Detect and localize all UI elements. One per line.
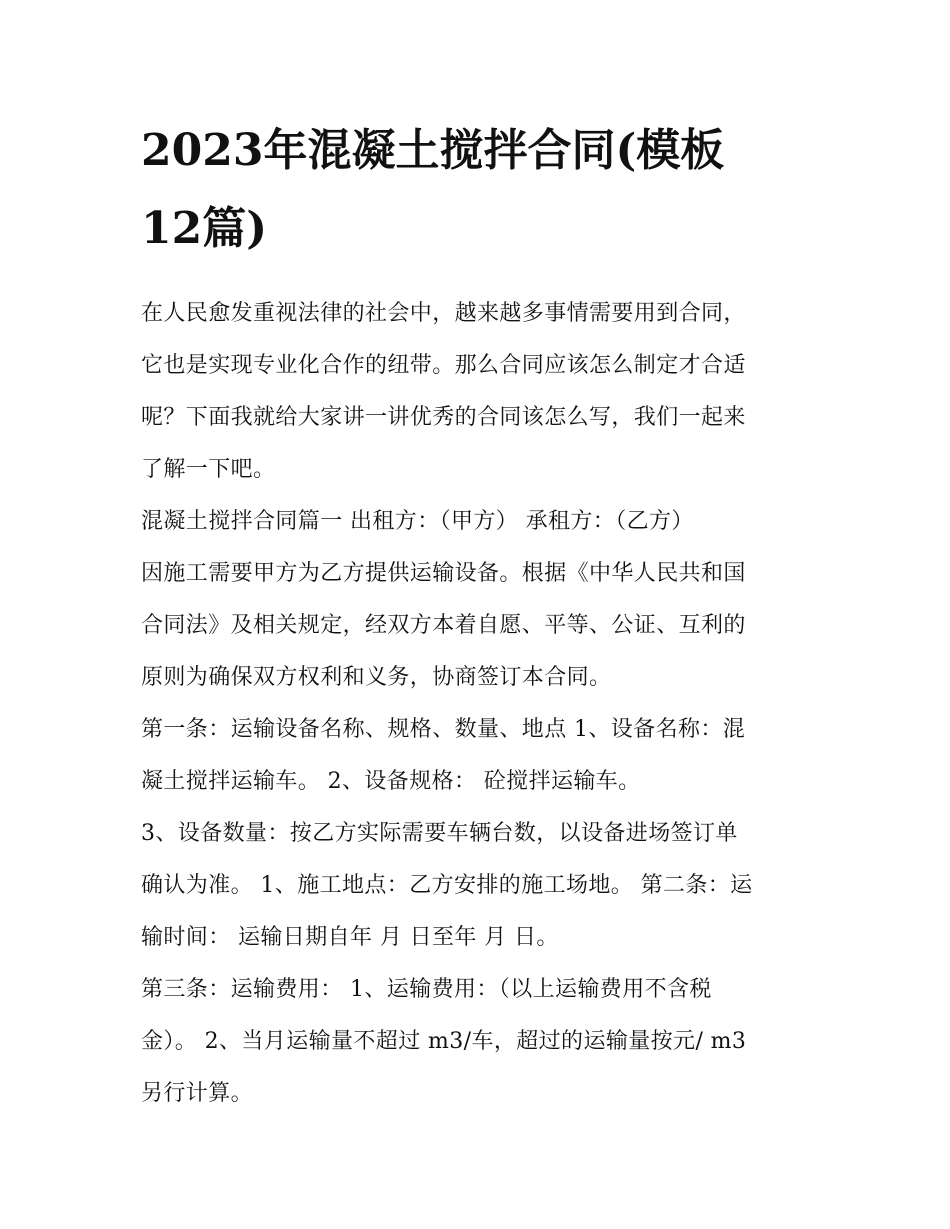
text-line: 第三条：运输费用： 1、运输费用：（以上运输费用不含税 (141, 977, 712, 1002)
text-line: 它也是实现专业化合作的纽带。那么合同应该怎么制定才合适 (141, 353, 746, 378)
document-title (141, 112, 816, 268)
quantity-paragraph (141, 808, 816, 964)
text-line: 确认为准。 1、施工地点：乙方安排的施工场地。 第二条：运 (141, 873, 753, 898)
title-line: 2023年混凝土搅拌合同(模板 (141, 125, 725, 176)
text-line: 在人民愈发重视法律的社会中，越来越多事情需要用到合同， (141, 301, 746, 326)
text-line: 原则为确保双方权利和义务，协商签订本合同。 (141, 665, 612, 690)
article-three-paragraph (141, 964, 816, 1120)
intro-paragraph (141, 288, 816, 496)
title-line: 12篇) (141, 203, 268, 254)
text-line: 输时间： 运输日期自年 月 日至年 月 日。 (141, 925, 559, 950)
text-line: 3、设备数量：按乙方实际需要车辆台数，以设备进场签订单 (141, 821, 738, 846)
text-line: 合同法》及相关规定，经双方本着自愿、平等、公证、互利的 (141, 613, 746, 638)
parties-paragraph (141, 496, 816, 548)
text-line: 凝土搅拌运输车。 2、设备规格： 砼搅拌运输车。 (141, 769, 641, 794)
text-line: 因施工需要甲方为乙方提供运输设备。根据《中华人民共和国 (141, 561, 746, 586)
purpose-paragraph (141, 548, 816, 704)
text-line: 混凝土搅拌合同篇一 出租方：（甲方） 承租方：（乙方） (141, 509, 694, 534)
text-line: 了解一下吧。 (141, 457, 276, 482)
document-body (141, 288, 816, 1120)
text-line: 另行计算。 (141, 1081, 254, 1106)
text-line: 第一条：运输设备名称、规格、数量、地点 1、设备名称：混 (141, 717, 746, 742)
document-content (141, 112, 816, 1120)
text-line: 呢？下面我就给大家讲一讲优秀的合同该怎么写，我们一起来 (141, 405, 746, 430)
text-line: 金）。 2、当月运输量不超过 m3/车，超过的运输量按元/ m3 (141, 1029, 747, 1054)
article-one-paragraph (141, 704, 816, 808)
